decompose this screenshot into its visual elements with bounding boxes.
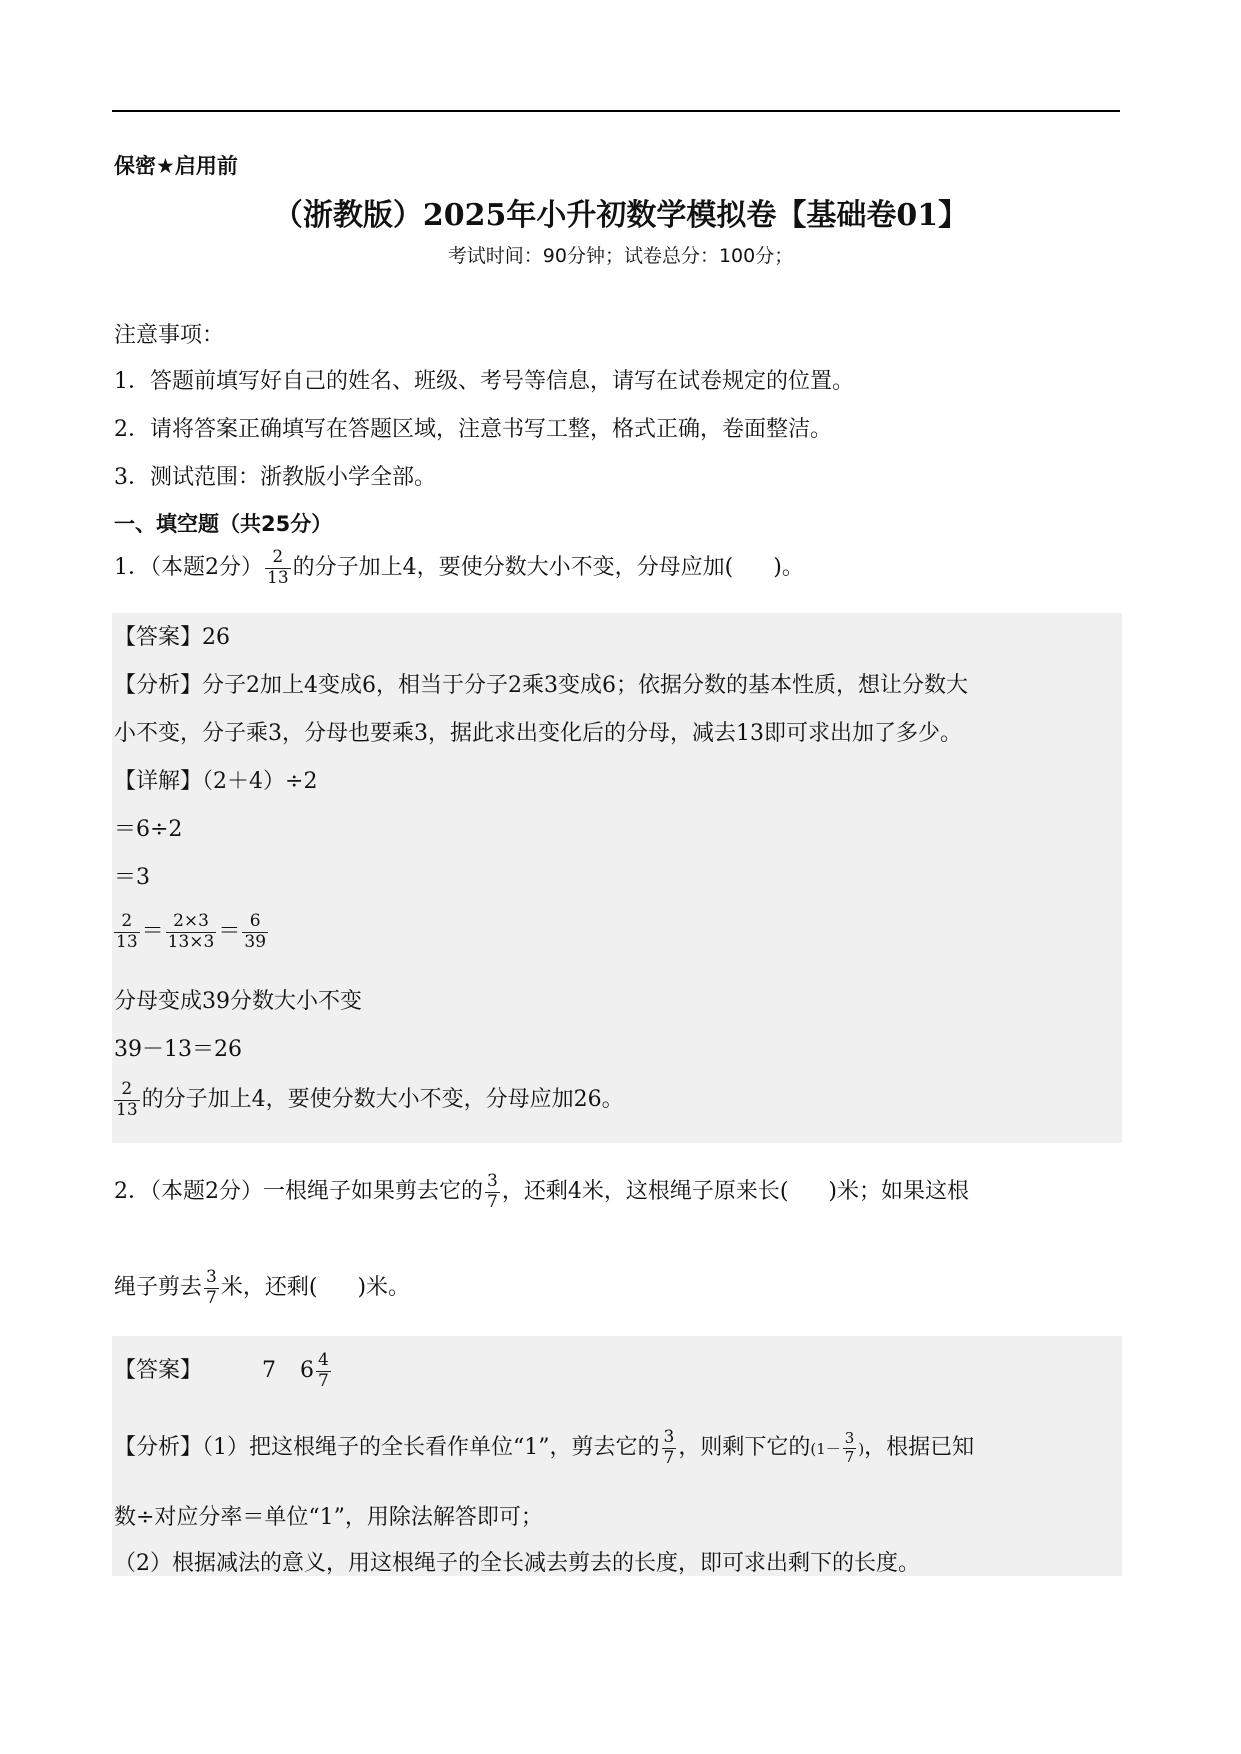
fraction: $\frac{3}{7}$ bbox=[844, 1429, 855, 1466]
q1-equation: $\frac{2}{13}$ ＝ $\frac{2\times 3}{13\times 3}$ ＝ $\frac{6}{39}$ bbox=[116, 910, 267, 952]
section-heading: 一、填空题（共25分） bbox=[114, 512, 333, 536]
q2-analysis-line2: 数÷对应分率＝单位“1”，用除法解答即可； bbox=[114, 1505, 543, 1530]
q1-detail-line: ＝3 bbox=[114, 865, 150, 890]
q1-detail-line: 分母变成39分数大小不变 bbox=[114, 989, 362, 1014]
page-title: （浙教版）2025年小升初数学模拟卷【基础卷01】 bbox=[272, 198, 969, 233]
confidential-label: 保密★启用前 bbox=[114, 154, 238, 178]
q2-answer: 【答案】 7 6 $\frac{4}{7}$ bbox=[114, 1349, 329, 1391]
note-item: 1．答题前填写好自己的姓名、班级、考号等信息，请写在试卷规定的位置。 bbox=[114, 369, 854, 394]
top-rule bbox=[112, 110, 1120, 112]
fraction: $\frac{3}{7}$ bbox=[206, 1266, 217, 1308]
q1-analysis: 【分析】分子2加上4变成6，相当于分子2乘3变成6；依据分数的基本性质，想让分数大 bbox=[114, 673, 969, 698]
q1-analysis-line2: 小不变，分子乘3，分母也要乘3，据此求出变化后的分母，减去13即可求出加了多少。 bbox=[114, 721, 962, 746]
question-1: 1．（本题2分） $\frac{2}{13}$ 的分子加上4，要使分数大小不变，分母应加( )。 bbox=[114, 547, 804, 588]
q1-conclusion: $\frac{2}{13}$ 的分子加上4，要使分数大小不变，分母应加26。 bbox=[116, 1078, 624, 1120]
fraction: $\frac{3}{7}$ bbox=[487, 1170, 498, 1212]
exam-info: 考试时间：90分钟；试卷总分：100分； bbox=[447, 245, 794, 267]
q1-detail-line: 39－13＝26 bbox=[114, 1037, 242, 1062]
q1-answer: 【答案】26 bbox=[114, 625, 231, 650]
note-item: 3．测试范围：浙教版小学全部。 bbox=[114, 465, 436, 490]
question-2-line2: 绳子剪去 $\frac{3}{7}$ 米，还剩( )米。 bbox=[114, 1266, 411, 1308]
notes-heading: 注意事项： bbox=[114, 323, 225, 348]
q2-analysis-line3: （2）根据减法的意义，用这根绳子的全长减去剪去的长度，即可求出剩下的长度。 bbox=[114, 1551, 920, 1576]
fraction: $\frac{2}{13}$ bbox=[267, 547, 289, 588]
q1-detail: 【详解】（2＋4）÷2 bbox=[114, 769, 318, 794]
fraction: $\frac{6}{39}$ bbox=[244, 910, 267, 952]
fraction: $\frac{2\times 3}{13\times 3}$ bbox=[167, 910, 215, 952]
q1-detail-line: ＝6÷2 bbox=[114, 817, 183, 842]
question-2: 2．（本题2分）一根绳子如果剪去它的 $\frac{3}{7}$ ，还剩4米，这根绳子原来长( )米；如果这根 bbox=[114, 1170, 970, 1212]
note-item: 2．请将答案正确填写在答题区域，注意书写工整，格式正确，卷面整洁。 bbox=[114, 417, 832, 442]
fraction: $\frac{3}{7}$ bbox=[663, 1426, 675, 1468]
fraction: $\frac{4}{7}$ bbox=[318, 1349, 329, 1391]
fraction: $\frac{2}{13}$ bbox=[116, 910, 138, 952]
fraction: $\frac{2}{13}$ bbox=[116, 1078, 138, 1120]
q2-analysis: 【分析】（1）把这根绳子的全长看作单位“1”，剪去它的 $\frac{3}{7}$ ，则剩下它的(1－ $\frac{3}{7}$ )，根据已知 bbox=[114, 1426, 975, 1468]
q1-prefix: 1．（本题2分） bbox=[114, 555, 263, 581]
